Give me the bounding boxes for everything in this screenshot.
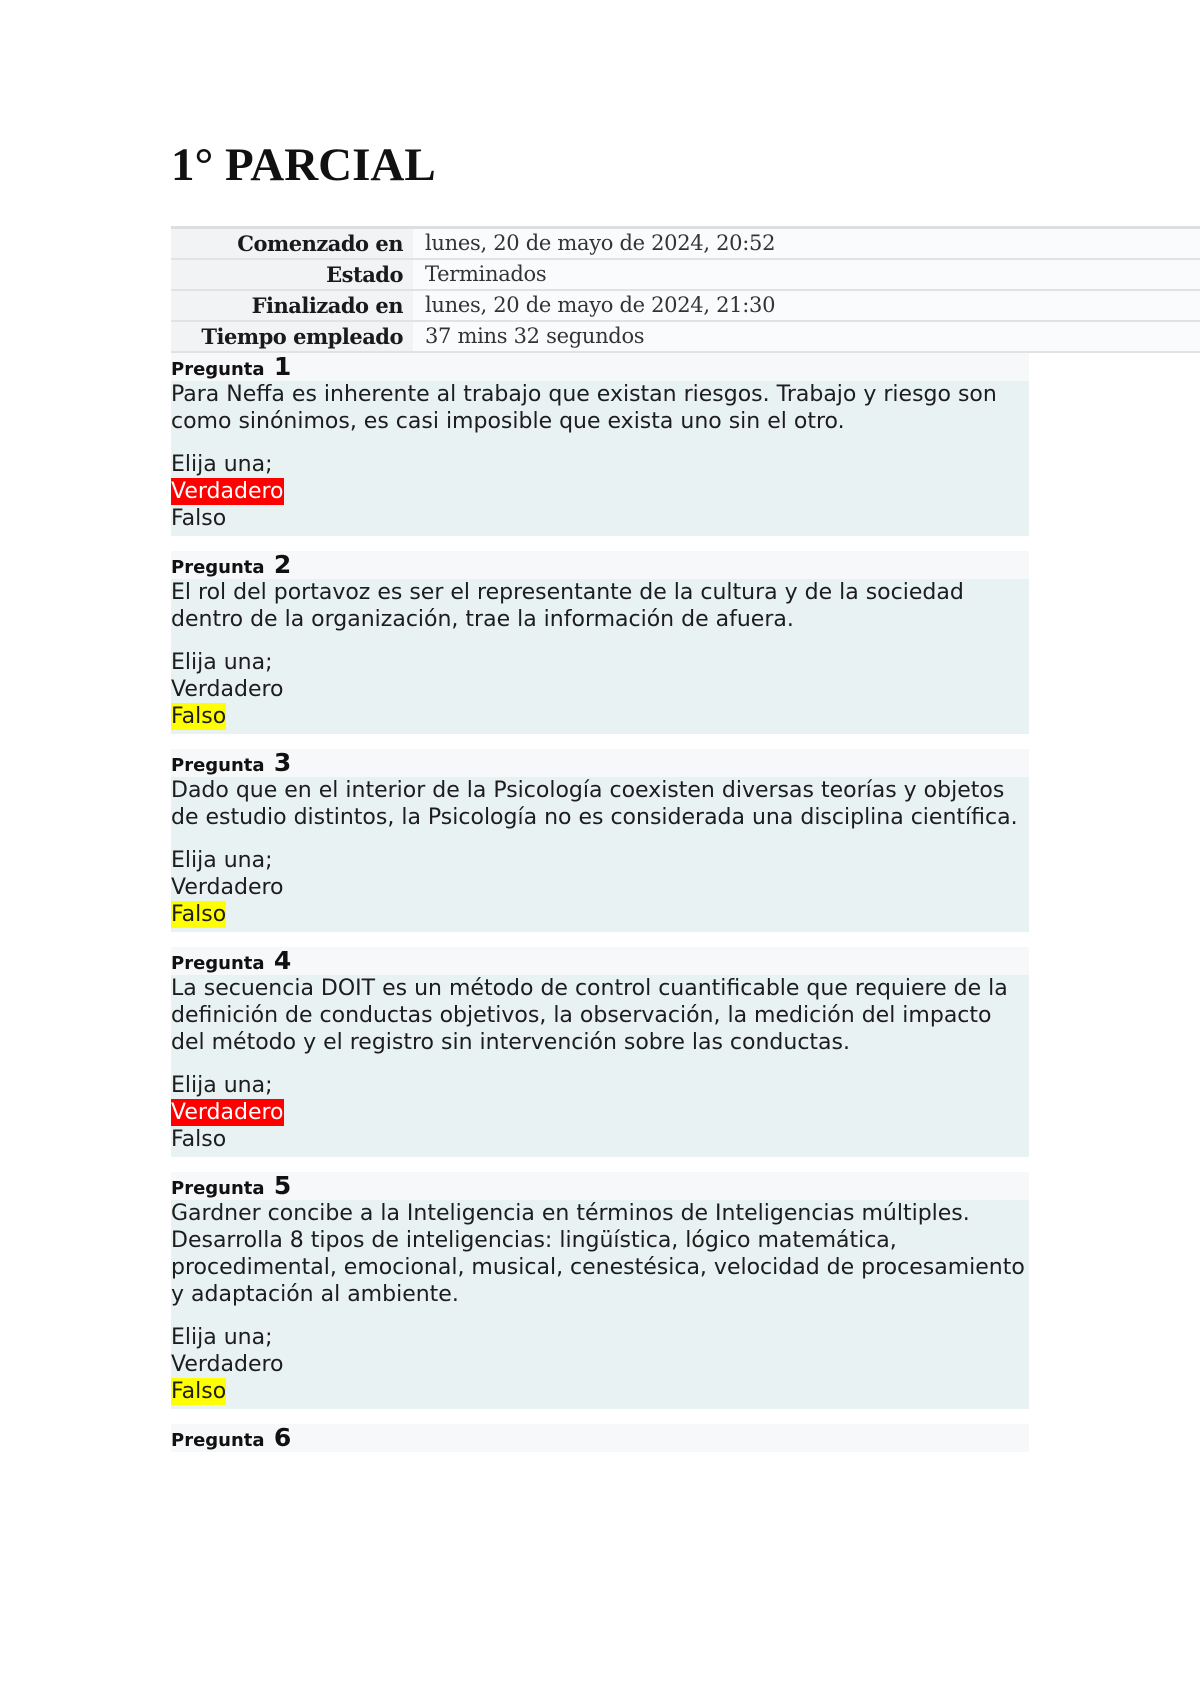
question-label: Pregunta [171, 556, 265, 578]
option-verdadero[interactable]: Verdadero [171, 1099, 284, 1125]
question-number: 4 [273, 945, 292, 975]
question-text: El rol del portavoz es ser el representante de la cultura y de la sociedad dentro de la organización, trae la información de afuera. [171, 579, 964, 632]
question-header [171, 551, 1029, 579]
option-falso[interactable]: Falso [171, 1378, 227, 1404]
option-verdadero[interactable]: Verdadero [171, 478, 284, 504]
page-title: 1° PARCIAL [171, 139, 436, 191]
summary-row-state [171, 259, 1200, 290]
summary-value: 37 mins 32 segundos [413, 321, 1200, 352]
summary-label: Finalizado en [171, 290, 413, 321]
question-text: La secuencia DOIT es un método de control cuantificable que requiere de la definición de conductas objetivos, la observación, la medición del impacto del método y el registro sin intervención sobre las conductas. [171, 975, 1008, 1055]
question-text: Gardner concibe a la Inteligencia en términos de Inteligencias múltiples. Desarrolla 8 tipos de inteligencias: lingüística, lógico matemática, procedimental, emocional, musical, cenestésica, velocidad de procesamiento y adaptación al ambiente. [171, 1200, 1025, 1307]
summary-label: Estado [171, 259, 413, 290]
question-6 [171, 1424, 1029, 1452]
summary-value: Terminados [413, 259, 1200, 290]
question-label: Pregunta [171, 1177, 265, 1199]
question-prompt: Elija una; [171, 1324, 273, 1350]
question-label: Pregunta [171, 358, 265, 380]
question-number: 1 [273, 351, 292, 381]
question-body [171, 1200, 1029, 1409]
question-header [171, 947, 1029, 975]
question-prompt: Elija una; [171, 1072, 273, 1098]
option-falso[interactable]: Falso [171, 703, 227, 729]
option-falso[interactable]: Falso [171, 1126, 227, 1152]
question-3 [171, 749, 1029, 932]
question-label: Pregunta [171, 1429, 265, 1451]
question-number: 3 [273, 747, 292, 777]
summary-label: Tiempo empleado [171, 321, 413, 352]
option-verdadero[interactable]: Verdadero [171, 1351, 284, 1377]
question-number: 5 [273, 1170, 292, 1200]
summary-value: lunes, 20 de mayo de 2024, 21:30 [413, 290, 1200, 321]
summary-row-started [171, 227, 1200, 259]
question-body [171, 381, 1029, 536]
option-falso[interactable]: Falso [171, 505, 227, 531]
question-prompt: Elija una; [171, 451, 273, 477]
question-label: Pregunta [171, 754, 265, 776]
question-label: Pregunta [171, 952, 265, 974]
question-text: Para Neffa es inherente al trabajo que existan riesgos. Trabajo y riesgo son como sinónimos, es casi imposible que exista uno sin el otro. [171, 381, 997, 434]
question-5 [171, 1172, 1029, 1409]
option-falso[interactable]: Falso [171, 901, 227, 927]
question-header [171, 353, 1029, 381]
summary-row-finished [171, 290, 1200, 321]
question-number: 6 [273, 1422, 292, 1452]
question-prompt: Elija una; [171, 847, 273, 873]
question-4 [171, 947, 1029, 1157]
question-header [171, 749, 1029, 777]
question-body [171, 975, 1029, 1157]
summary-row-time-taken [171, 321, 1200, 352]
question-body [171, 579, 1029, 734]
question-body [171, 777, 1029, 932]
option-verdadero[interactable]: Verdadero [171, 874, 284, 900]
question-header [171, 1172, 1029, 1200]
option-verdadero[interactable]: Verdadero [171, 676, 284, 702]
question-header [171, 1424, 1029, 1452]
attempt-summary-table [171, 226, 1200, 353]
question-prompt: Elija una; [171, 649, 273, 675]
question-text: Dado que en el interior de la Psicología coexisten diversas teorías y objetos de estudio distintos, la Psicología no es considerada una disciplina científica. [171, 777, 1018, 830]
question-list [171, 353, 1029, 1452]
question-2 [171, 551, 1029, 734]
summary-label: Comenzado en [171, 227, 413, 259]
document-page [171, 140, 1200, 1467]
summary-value: lunes, 20 de mayo de 2024, 20:52 [413, 227, 1200, 259]
question-1 [171, 353, 1029, 536]
question-number: 2 [273, 549, 292, 579]
